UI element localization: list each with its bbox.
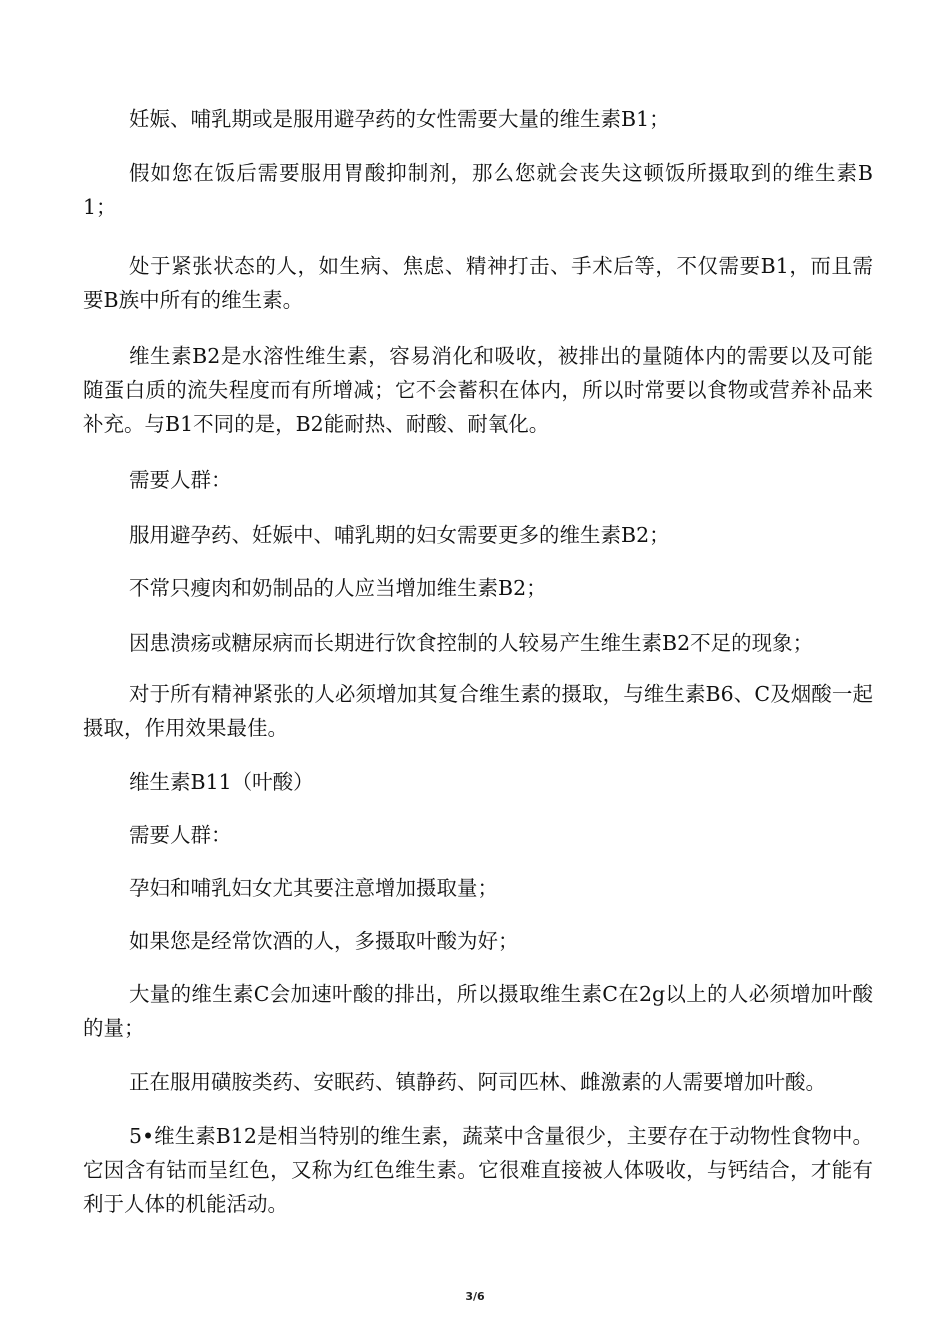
paragraph-10: 维生素B11（叶酸） bbox=[129, 770, 314, 794]
paragraph-2: 假如您在饭后需要服用胃酸抑制剂，那么您就会丧失这顿饭所摄取到的维生素B1； bbox=[83, 161, 873, 219]
paragraph-6: 服用避孕药、妊娠中、哺乳期的妇女需要更多的维生素B2； bbox=[129, 523, 670, 547]
paragraph-9: 对于所有精神紧张的人必须增加其复合维生素的摄取，与维生素B6、C及烟酸一起摄取，作用效果最佳。 bbox=[83, 682, 873, 740]
paragraph-3: 处于紧张状态的人，如生病、焦虑、精神打击、手术后等，不仅需要B1，而且需要B族中所有的维生素。 bbox=[83, 254, 873, 312]
paragraph-4: 维生素B2是水溶性维生素，容易消化和吸收，被排出的量随体内的需要以及可能随蛋白质的流失程度而有所增减；它不会蓄积在体内，所以时常要以食物或营养补品来补充。与B1不同的是，B2能耐热、耐酸、耐氧化。 bbox=[83, 344, 873, 436]
paragraph-8: 因患溃疡或糖尿病而长期进行饮食控制的人较易产生维生素B2不足的现象； bbox=[129, 631, 814, 655]
paragraph-5: 需要人群： bbox=[129, 468, 232, 492]
paragraph-7: 不常只瘦肉和奶制品的人应当增加维生素B2； bbox=[129, 576, 547, 600]
paragraph-13: 如果您是经常饮酒的人，多摄取叶酸为好； bbox=[129, 929, 519, 953]
paragraph-11: 需要人群： bbox=[129, 823, 232, 847]
paragraph-14: 大量的维生素C会加速叶酸的排出，所以摄取维生素C在2g以上的人必须增加叶酸的量； bbox=[83, 982, 873, 1040]
paragraph-15: 正在服用磺胺类药、安眠药、镇静药、阿司匹林、雌激素的人需要增加叶酸。 bbox=[129, 1070, 826, 1094]
paragraph-1: 妊娠、哺乳期或是服用避孕药的女性需要大量的维生素B1； bbox=[129, 107, 670, 131]
page-number: 3/6 bbox=[465, 1290, 485, 1303]
paragraph-16: 5•维生素B12是相当特别的维生素，蔬菜中含量很少，主要存在于动物性食物中。它因含有钴而呈红色，又称为红色维生素。它很难直接被人体吸收，与钙结合，才能有利于人体的机能活动。 bbox=[83, 1124, 873, 1216]
paragraph-12: 孕妇和哺乳妇女尤其要注意增加摄取量； bbox=[129, 876, 498, 900]
